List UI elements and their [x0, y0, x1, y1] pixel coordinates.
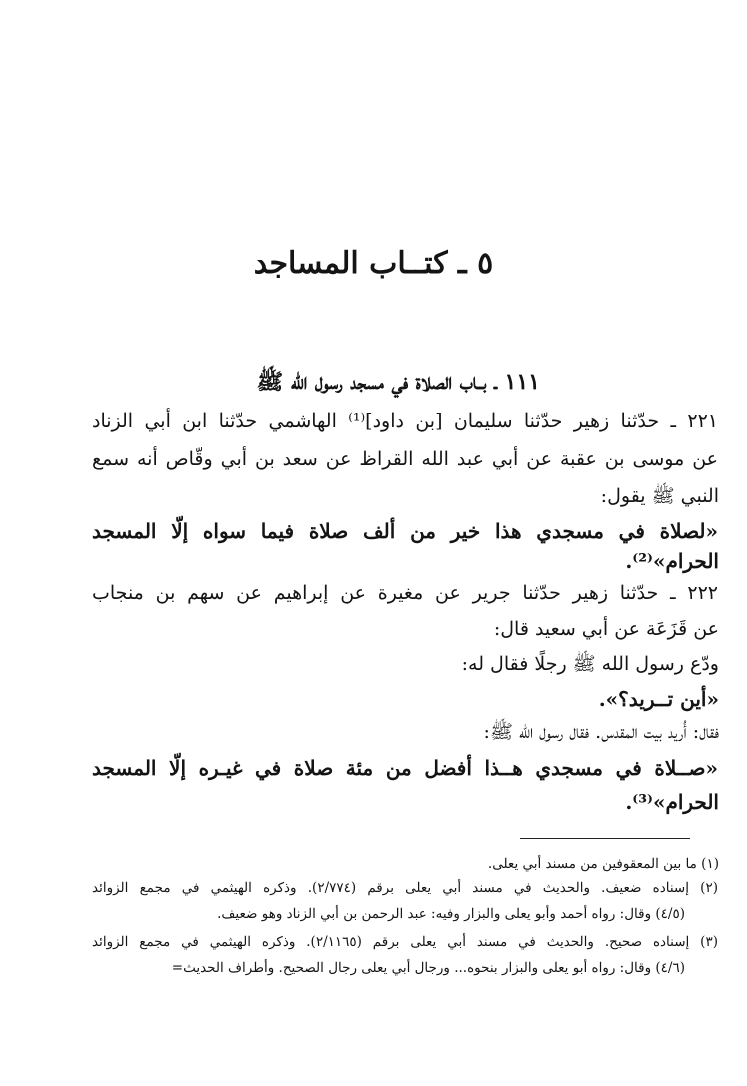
- hadith-221-line-3: النبي ﷺ يقول:: [600, 485, 719, 507]
- hadith-222-line-1: ٢٢٢ ـ حدّثنا زهير حدّثنا جرير عن مغيرة عن إبراهيم عن سهم بن منجاب: [92, 582, 718, 604]
- footnote-divider: [520, 838, 690, 839]
- footnote-3-line-1: (٣) إسناده صحيح. والحديث في مسند أبي يعلى برقم (٢/١١٦٥). وذكره الهيثمي في مجمع الزوائد: [92, 934, 718, 950]
- hadith-222-quote-2: «صــلاة في مسجدي هــذا أفضل من مئة صلاة في غيـره إلّا المسجد: [92, 756, 718, 780]
- hadith-221-line-1: ٢٢١ ـ حدّثنا زهير حدّثنا سليمان [بن داود]⁽¹⁾ الهاشمي حدّثنا ابن أبي الزناد: [92, 410, 718, 432]
- hadith-221-quote-1: «لصلاة في مسجدي هذا خير من ألف صلاة فيما سواه إلّا المسجد: [92, 519, 718, 543]
- hadith-222-quote-1: «أين تــريد؟».: [598, 687, 719, 711]
- hadith-221-line-2: عن موسى بن عقبة عن أبي عبد الله القراظ عن سعد بن أبي وقّاص أنه سمع: [92, 448, 718, 470]
- hadith-222-line-4: فقال: أُريد بيت المقدس. فقال رسول الله ﷺ:: [483, 721, 719, 743]
- hadith-222-quote-3: الحرام»⁽³⁾.: [625, 790, 719, 814]
- section-title: ١١١ ـ بــاب الصلاة في مسجد رسول الله ﷺ: [256, 369, 540, 395]
- hadith-221-quote-2: الحرام»⁽²⁾.: [625, 549, 719, 573]
- footnote-2-line-1: (٢) إسناده ضعيف. والحديث في مسند أبي يعلى برقم (٢/٧٧٤). وذكره الهيثمي في مجمع الزوائد: [92, 880, 718, 896]
- footnote-1: (١) ما بين المعقوفين من مسند أبي يعلى.: [487, 856, 719, 872]
- footnote-2-line-2: (٤/٥) وقال: رواه أحمد وأبو يعلى والبزار وفيه: عبد الرحمن بن أبي الزناد وهو ضعيف.: [217, 906, 685, 922]
- footnote-3-line-2: (٤/٦) وقال: رواه أبو يعلى والبزار بنحوه... ورجال أبي يعلى رجال الصحيح. وأطراف الحديث=: [171, 960, 685, 976]
- hadith-222-line-2: عن قَزَعَة عن أبي سعيد قال:: [493, 618, 719, 640]
- hadith-222-line-3: ودّع رسول الله ﷺ رجلًا فقال له:: [461, 653, 719, 675]
- chapter-title: ٥ ـ كتــاب المساجد: [253, 246, 494, 281]
